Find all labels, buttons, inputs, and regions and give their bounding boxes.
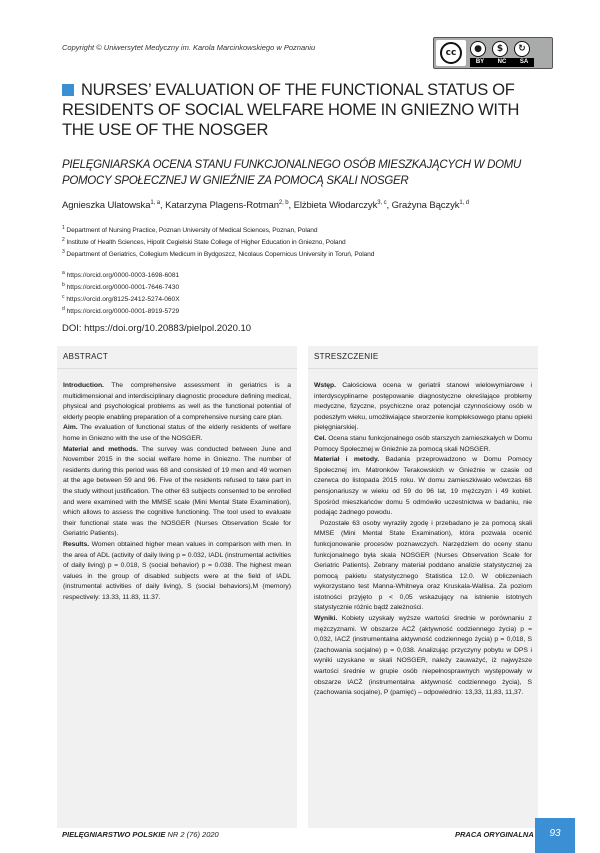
author-name: Katarzyna Plagens-Rotman bbox=[165, 200, 279, 212]
abstract-paragraph: Introduction. The comprehensive assessment in geriatrics is a multidimensional and interdisciplinary diagnostic procedure defining medical, physical and psychological problems as well as the functional potential of elderly people enabling preparation of a comprehensive nursing care plan. bbox=[63, 382, 291, 421]
orcid-link[interactable]: $^b$ https://orcid.org/0000-0001-7646-7430 bbox=[62, 282, 180, 292]
affiliation: $^2$ Institute of Health Sciences, Hipolit Cegielski State College of Higher Education in Gniezno, Poland bbox=[62, 237, 346, 247]
article-subtitle: PIELĘGNIARSKA OCENA STANU FUNKCJONALNEGO OSÓB MIESZKAJĄCYCH W DOMU POMOCY SPOŁECZNEJ W GNIEŹNIE ZA POMOCĄ SKALI NOSGER bbox=[62, 159, 522, 187]
streszczenie-paragraph: Pozostałe 63 osoby wyraziły zgodę i przebadano je za pomocą skali MMSE (Mini Mental State Examination), która pozwala ocenić funkcjonowanie procesów poznawczych. Narzędziem do oceny stanu funkcjonalnego była skala NOSGER (Nurses Observation Scale for Geriatric Patients). Zebrany materiał poddano analizie statystycznej za pomocą pakietu statystycznego Statistica 12.0. W obliczeniach wykorzystano test Manna-Whitneya oraz Kruskala-Wallisa. Za poziom istotności przyjęto p < 0,05 wskazujący na istnienie istotnych statystycznie różnic bądź zależności. bbox=[314, 519, 532, 612]
streszczenie-paragraph: Wyniki. Kobiety uzyskały wyższe wartości średnie w porównaniu z mężczyznami. W obszarze ACŻ (aktywność codziennego życia) p = 0,032, IACŻ (instrumentalna aktywność codziennego życia) p = 0,018, S (zachowania socjalne) p = 0,038. Analizując przyczyny pobytu w DPS i wyniki uzyskane w skali NOSGER, należy zauważyć, iż najwyższe wartości średnie w grupie osób niepełnosprawnych występowały w obszarze IACŻ (instrumentalna aktywność codziennego życia), S (zachowania socjalne), P (pamięć) – odpowiednio: 13,33, 11,83, 11,37. bbox=[314, 615, 532, 697]
section-label: PRACA ORYGINALNA bbox=[455, 830, 534, 839]
author-name: Agnieszka Ulatowska bbox=[62, 200, 151, 212]
streszczenie-paragraph: Materiał i metody. Badania przeprowadzono w Domu Pomocy Społecznej im. Matronków Terakowskich w Gnieźnie w czasie od czerwca do listopada 2015 roku. W domu zamieszkiwało wówczas 68 pensjonariuszy w wieku od 59 do 96 lat, 19 mężczyzn i 49 kobiet. Spośród mieszkańców domu 5 odmówiło uczestnictwa w badaniu, nie podając żadnego powodu. bbox=[314, 456, 532, 517]
page-number: 93 bbox=[535, 818, 575, 853]
abstract-heading: ABSTRACT bbox=[57, 346, 297, 369]
streszczenie-heading: STRESZCZENIE bbox=[308, 346, 538, 369]
affiliation: $^1$ Department of Nursing Practice, Poznan University of Medical Sciences, Poznan, Poland bbox=[62, 225, 318, 235]
orcid-link[interactable]: $^a$ https://orcid.org/0000-0003-1698-6081 bbox=[62, 270, 180, 280]
abstract-body bbox=[63, 381, 291, 603]
article-title: NURSES’ EVALUATION OF THE FUNCTIONAL STATUS OF RESIDENTS OF SOCIAL WELFARE HOME IN GNIEZNO WITH THE USE OF THE NOSGER bbox=[62, 81, 520, 139]
attribution-icon: ● bbox=[470, 41, 486, 57]
cc-icon: cc bbox=[440, 42, 462, 64]
streszczenie-paragraph: Wstęp. Całościowa ocena w geriatrii stanowi wielowymiarowe i interdyscyplinarne postępowanie diagnostyczne określające problemy medyczne, fizyczne, psychiczne oraz potencjał czynnościowy osób w podeszłym wieku, umożliwiające stworzenie kompleksowego planu opieki pielęgniarskiej. bbox=[314, 382, 532, 432]
abstract-paragraph: Material and methods. The survey was conducted between June and November 2015 in the social welfare home in Gniezno. The number of residents during this period was 68 and consisted of 19 men and 49 women at the age between 59 and 96. Five of the residents refused to take part in the study without justification. The other 63 subjects consented to be enrolled and were examined with the MMSE scale (Mini Mental State Examination), which allows to assess the cognitive functioning. The tool used to evaluate their functional state was the NOSGER (Nurses Observation Scale for Geriatric Patients). bbox=[63, 445, 291, 538]
streszczenie-paragraph: Cel. Ocena stanu funkcjonalnego osób starszych zamieszkałych w Domu Pomocy Społecznej w Gnieźnie za pomocą skali NOSGER. bbox=[314, 434, 532, 453]
sharealike-icon: ↻ bbox=[514, 41, 530, 57]
cc-label-sa: SA bbox=[519, 59, 529, 65]
author-name: Elżbieta Włodarczyk bbox=[293, 200, 378, 212]
cc-label-by: BY bbox=[475, 59, 485, 65]
copyright-notice: Copyright © Uniwersytet Medyczny im. Karola Marcinkowskiego w Poznaniu bbox=[62, 43, 316, 52]
orcid-link[interactable]: $^c$ https://orcid.org/8125-2412-5274-060X bbox=[62, 294, 180, 304]
affiliation: $^3$ Department of Geriatrics, Collegium Medicum in Bydgoszcz, Nicolaus Copernicus University in Toruń, Poland bbox=[62, 249, 375, 259]
doi-link[interactable]: DOI: https://doi.org/10.20883/pielpol.2020.10 bbox=[62, 323, 252, 334]
journal-footer: PIELĘGNIARSTWO POLSKIE NR 2 (76) 2020 bbox=[62, 830, 219, 839]
noncommercial-icon: $ bbox=[492, 41, 508, 57]
author-list: Agnieszka Ulatowska$^{1, a}$, Katarzyna Plagens-Rotman$^{2, b}$, Elżbieta Włodarczyk$^{3, c}$, Grażyna Bączyk$^{1, d}$ bbox=[62, 200, 469, 212]
abstract-paragraph: Aim. The evaluation of functional status of the elderly residents of welfare home in Gniezno with the use of the NOSGER. bbox=[63, 424, 291, 442]
cc-license-badge[interactable] bbox=[433, 37, 553, 69]
abstract-paragraph: Results. Women obtained higher mean values in comparison with men. In the area of ADL (activity of daily living p = 0.032, IADL (instrumental activities of daily living) p = 0.018, S (social behavior) p = 0.038. The highest mean values in the group of disabled subjects were at the field of IADL (instrumental activities of daily living), S (social behaviors),M (memory) respectively: 13.33, 11.83, 11.37. bbox=[63, 540, 291, 601]
author-name: Grażyna Bączyk bbox=[391, 200, 460, 212]
streszczenie-body bbox=[314, 381, 532, 699]
orcid-link[interactable]: $^d$ https://orcid.org/0000-0001-8919-5729 bbox=[62, 306, 180, 316]
cc-label-nc: NC bbox=[497, 59, 507, 65]
